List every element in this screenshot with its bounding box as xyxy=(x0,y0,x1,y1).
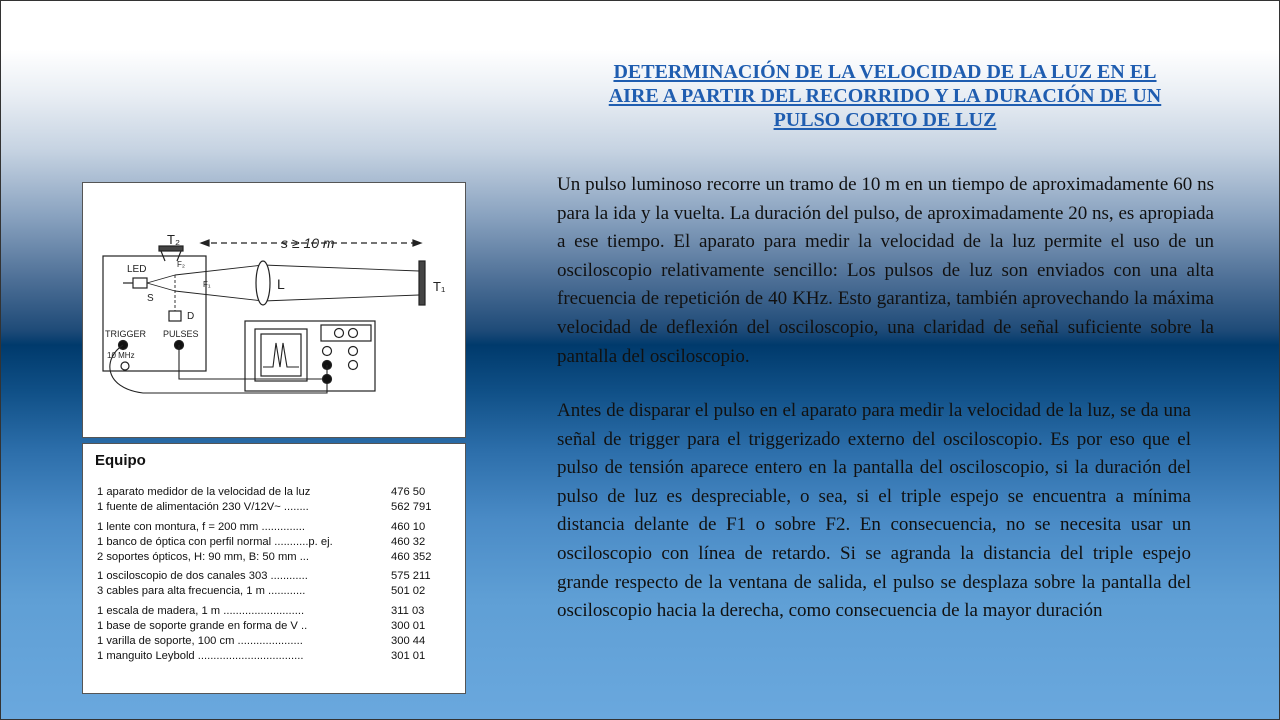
pulses-cable xyxy=(179,345,327,379)
equipment-item: 1 aparato medidor de la velocidad de la luz xyxy=(97,486,311,498)
label-trigger: TRIGGER xyxy=(105,329,147,339)
detector-icon xyxy=(169,311,181,321)
equipment-code: 300 44 xyxy=(391,635,426,647)
led-icon xyxy=(123,278,147,288)
label-s: S xyxy=(147,293,154,304)
equipment-group-2 xyxy=(97,520,457,565)
equipment-row xyxy=(97,520,457,535)
slide-title xyxy=(540,60,1230,132)
equipment-code: 460 352 xyxy=(391,551,432,563)
equipment-code: 476 50 xyxy=(391,486,426,498)
equipment-item: 1 escala de madera, 1 m .......................... xyxy=(97,605,305,617)
oscilloscope-icon xyxy=(245,321,375,391)
equipment-group-1 xyxy=(97,485,457,515)
equipment-row xyxy=(97,569,457,584)
lens-icon xyxy=(256,261,270,305)
equipment-row xyxy=(97,604,457,619)
label-d: D xyxy=(187,311,195,322)
equipment-group-4 xyxy=(97,604,457,664)
equipment-code: 562 791 xyxy=(391,501,432,513)
equipment-list xyxy=(82,443,466,694)
equipment-item: 1 base de soporte grande en forma de V .. xyxy=(97,620,308,632)
equipment-code: 301 01 xyxy=(391,650,426,662)
mirror-t1-icon xyxy=(419,261,425,305)
equipment-row xyxy=(97,485,457,500)
paragraph-intro: Un pulso luminoso recorre un tramo de 10 m en un tiempo de aproximadamente 60 ns para la ida y la vuelta. La duración del pulso, de aproximadamente 20 ns, es apropiada a ese tiempo. El aparato para medir la velocidad de la luz permite el uso de un osciloscopio relativamente sencillo: Los pulsos de luz son enviados con una alta frecuencia de repetición de 40 KHz. Esto garantiza, también aprovechando la máxima velocidad de deflexión del osciloscopio, una claridad de señal suficiente sobre la pantalla del osciloscopio. xyxy=(557,174,1214,367)
label-distance: s ≥ 10 m xyxy=(281,235,335,251)
equipment-row xyxy=(97,500,457,515)
equipment-row xyxy=(97,619,457,634)
label-f2: F₂ xyxy=(177,260,185,269)
equipment-code: 501 02 xyxy=(391,585,426,597)
title-line-2: AIRE A PARTIR DEL RECORRIDO Y LA DURACIÓN DE UN xyxy=(608,85,1162,107)
equipment-code: 575 211 xyxy=(391,570,431,582)
label-l: L xyxy=(277,276,285,292)
title-line-1: DETERMINACIÓN DE LA VELOCIDAD DE LA LUZ EN EL xyxy=(613,61,1157,83)
label-pulses: PULSES xyxy=(163,329,199,339)
label-t2: T₂ xyxy=(167,232,180,247)
equipment-row xyxy=(97,535,457,550)
equipment-title: Equipo xyxy=(95,452,146,469)
equipment-group-3 xyxy=(97,569,457,599)
label-led: LED xyxy=(127,264,147,275)
equipment-code: 311 03 xyxy=(391,605,425,617)
equipment-item: 3 cables para alta frecuencia, 1 m ............ xyxy=(97,585,306,597)
equipment-item: 2 soportes ópticos, H: 90 mm, B: 50 mm ... xyxy=(97,551,310,563)
label-t1: T₁ xyxy=(433,279,446,294)
equipment-item: 1 manguito Leybold .................................. xyxy=(97,650,304,662)
equipment-row xyxy=(97,584,457,599)
label-10mhz: 10 MHz xyxy=(107,351,135,360)
equipment-code: 460 10 xyxy=(391,521,426,533)
equipment-row xyxy=(97,634,457,649)
equipment-item: 1 osciloscopio de dos canales 303 ............ xyxy=(97,570,308,582)
setup-diagram xyxy=(82,182,466,438)
equipment-item: 1 banco de óptica con perfil normal ...........p. ej. xyxy=(97,536,333,548)
clock-connector-icon xyxy=(121,362,129,370)
equipment-item: 1 varilla de soporte, 100 cm ..................... xyxy=(97,635,303,647)
mirror-t2-icon xyxy=(159,246,183,261)
equipment-code: 460 32 xyxy=(391,536,426,548)
equipment-row xyxy=(97,649,457,664)
equipment-item: 1 lente con montura, f = 200 mm .............. xyxy=(97,521,305,533)
equipment-item: 1 fuente de alimentación 230 V/12V~ ........ xyxy=(97,501,309,513)
paragraph-trigger: Antes de disparar el pulso en el aparato para medir la velocidad de la luz, se da una señal de trigger para el triggerizado externo del osciloscopio. Es por eso que el pulso de tensión aparece entero en la pantalla del osciloscopio, si la duración del pulso de luz es despreciable, o sea, si el triple espejo se encuentra a mínima distancia delante de F1 o sobre F2. En consecuencia, no se necesita usar un osciloscopio con línea de retardo. Si se agranda la distancia del triple espejo grande respecto de la ventana de salida, el pulso se desplaza sobre la pantalla del osciloscopio hacia la derecha, como consecuencia de la mayor duración xyxy=(557,400,1191,622)
label-f1: F₁ xyxy=(203,280,211,289)
title-line-3: PULSO CORTO DE LUZ xyxy=(773,109,997,131)
trigger-cable xyxy=(110,345,327,393)
equipment-code: 300 01 xyxy=(391,620,426,632)
equipment-row xyxy=(97,550,457,565)
